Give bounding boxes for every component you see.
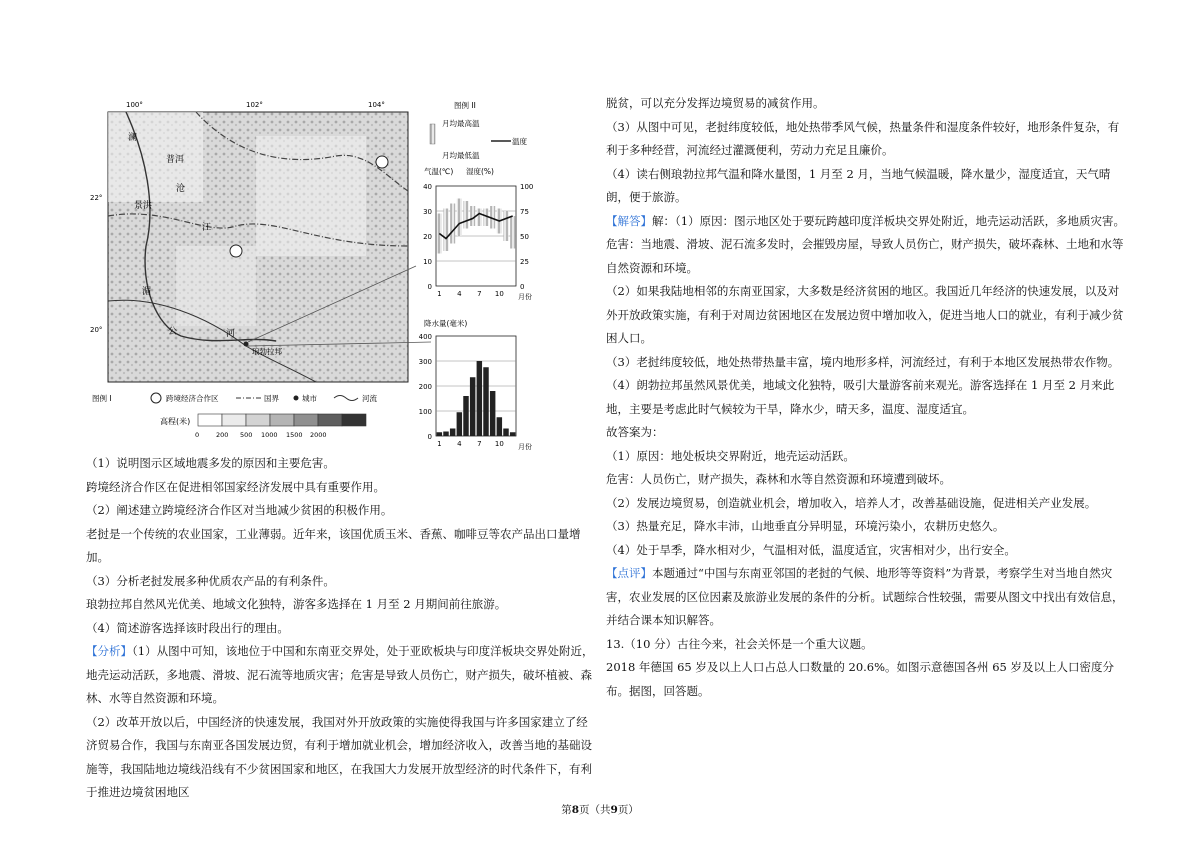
elevation-label: 高程(米) bbox=[160, 417, 191, 426]
precip-axis-label: 降水量(毫米) bbox=[424, 319, 468, 328]
temp-range-bar bbox=[450, 204, 455, 244]
answer-2: （2）如果我陆地相邻的东南亚国家，大多数是经济贫困的地区。我国近几年经济的快速发展，以及对外开放政策实施，有利于对周边贫困地区在发展边贸中增加收入，促进当地人口的就业，有利于减少贫困人口。 bbox=[606, 284, 1124, 345]
temp-range-bar bbox=[510, 216, 515, 249]
final-3: （3）热量充足，降水丰沛，山地垂直分异明显，环境污染小，农耕历史悠久。 bbox=[606, 519, 1005, 533]
humid-tick-label: 0 bbox=[520, 283, 525, 291]
month-tick-label: 10 bbox=[494, 440, 504, 448]
precip-bar bbox=[490, 391, 495, 436]
lon-label: 104° bbox=[368, 101, 385, 109]
legend-1 bbox=[92, 393, 377, 439]
humid-tick-label: 75 bbox=[520, 208, 529, 216]
temp-range-bar bbox=[470, 206, 475, 226]
month-unit-label: 月份 bbox=[518, 443, 532, 451]
temp-tick-label: 20 bbox=[423, 233, 432, 241]
precip-tick-label: 400 bbox=[418, 333, 432, 341]
page-number: 8 bbox=[571, 804, 579, 816]
answer-1: 【解答】解：（1）原因：图示地区处于要玩跨越印度洋板块交界处附近，地壳运动活跃，多地质灾害。危害：当地震、滑坡、泥石流多发时，会摧毁房屋，导致人员伤亡，财产损失，破坏森林、土地和水等自然资源和环境。 bbox=[606, 213, 1126, 275]
precip-bar bbox=[503, 429, 508, 437]
temp-range-bar bbox=[443, 209, 448, 252]
precip-bar bbox=[497, 417, 502, 436]
place-label: 公 bbox=[168, 327, 178, 337]
svg-text:1000: 1000 bbox=[261, 431, 278, 439]
humid-tick-label: 100 bbox=[520, 183, 534, 191]
month-tick-label: 7 bbox=[477, 290, 482, 298]
lon-label: 100° bbox=[126, 101, 143, 109]
answer-tag: 【解答】 bbox=[606, 213, 652, 228]
final-2: （2）发展边境贸易，创造就业机会，增加收入，培养人才，改善基础设施，促进相关产业发展。 bbox=[606, 495, 1097, 510]
lat-label: 22° bbox=[90, 194, 103, 202]
svg-text:跨境经济合作区: 跨境经济合作区 bbox=[166, 394, 219, 403]
temp-range-bar bbox=[503, 211, 508, 241]
place-label: 景洪 bbox=[134, 201, 153, 211]
precipitation-chart bbox=[419, 318, 532, 451]
elevation-scale bbox=[198, 414, 366, 426]
svg-text:1500: 1500 bbox=[286, 431, 303, 439]
question-13-head: 13.（10 分）古往今来，社会关怀是一个重大议题。 bbox=[606, 636, 873, 651]
precip-bar bbox=[477, 361, 482, 436]
svg-text:月均最低温: 月均最低温 bbox=[442, 151, 480, 160]
answer-4: （4）朗勃拉邦虽然风景优美，地域文化独特，吸引大量游客前来观光。游客选择在 1 月至 2 月来此地，主要是考虑此时气候较为干旱，降水少，晴天多，温度、湿度适宜。 bbox=[606, 378, 1115, 416]
month-tick-label: 4 bbox=[457, 440, 462, 448]
precip-bar bbox=[443, 432, 448, 437]
temp-range-bar bbox=[437, 214, 442, 254]
precip-bar bbox=[470, 377, 475, 436]
question-2: （2）阐述建立跨境经济合作区对当地减少贫困的积极作用。 bbox=[86, 503, 393, 517]
analysis-tag: 【分析】 bbox=[86, 644, 132, 658]
svg-text:温度: 温度 bbox=[512, 137, 527, 146]
svg-text:图例 I: 图例 I bbox=[92, 394, 112, 403]
precip-bar bbox=[457, 412, 462, 436]
svg-text:国界: 国界 bbox=[264, 394, 279, 403]
temp-tick-label: 0 bbox=[427, 283, 432, 291]
svg-text:500: 500 bbox=[240, 431, 253, 439]
place-label: 江 bbox=[202, 223, 212, 233]
analysis-2-cont: 脱贫，可以充分发挥边境贸易的减贫作用。 bbox=[606, 96, 825, 110]
temperature-chart bbox=[423, 166, 533, 301]
comment: 【点评】本题通过“中国与东南亚邻国的老挝的气候、地形等等资料”为背景，考察学生对当地自然灾害，农业发展的区位因素及旅游业发展的条件的分析。试题综合性较强，需要从图文中找出有效信息，并结合课本知识解答。 bbox=[606, 566, 1124, 627]
svg-text:月均最高温: 月均最高温 bbox=[442, 119, 480, 128]
analysis-4: （4）读右侧琅勃拉邦气温和降水量图，1 月至 2 月，当地气候温暖，降水量少，湿度适宜，天气晴朗，便于旅游。 bbox=[606, 166, 1111, 204]
temp-range-bar bbox=[463, 201, 468, 229]
terrain-map bbox=[108, 112, 431, 382]
humid-tick-label: 50 bbox=[520, 233, 529, 241]
svg-text:城市: 城市 bbox=[302, 394, 317, 403]
context-2: 跨境经济合作区在促进相邻国家经济发展中具有重要作用。 bbox=[86, 479, 385, 494]
place-label: 河 bbox=[226, 329, 236, 339]
map-and-climate-figure bbox=[86, 96, 534, 456]
precip-bar bbox=[483, 367, 488, 436]
month-tick-label: 4 bbox=[457, 290, 462, 298]
month-unit-label: 月份 bbox=[518, 293, 532, 301]
question-13-body: 2018 年德国 65 岁及以上人口占总人口数量的 20.6%。如图示意德国各州 65 岁及以上人口密度分布。据图，回答题。 bbox=[606, 660, 1114, 698]
final-intro: 故答案为： bbox=[606, 425, 664, 439]
svg-text:200: 200 bbox=[216, 431, 229, 439]
analysis-3: （3）从图中可见，老挝纬度较低，地处热带季风气候，热量条件和湿度条件较好，地形条件复杂，有利于多种经营，河流经过灌溉便利，劳动力充足且廉价。 bbox=[606, 119, 1120, 157]
precip-bar bbox=[510, 432, 515, 436]
temp-tick-label: 30 bbox=[423, 208, 432, 216]
context-4: 琅勃拉邦自然风光优美、地域文化独特，游客多选择在 1 月至 2 月期间前往旅游。 bbox=[86, 597, 507, 611]
precip-bar bbox=[437, 432, 442, 436]
month-tick-label: 1 bbox=[437, 290, 442, 298]
temp-tick-label: 10 bbox=[423, 258, 432, 266]
svg-text:2000: 2000 bbox=[310, 431, 327, 439]
svg-text:河流: 河流 bbox=[362, 394, 377, 403]
analysis-2: （2）改革开放以后，中国经济的快速发展，我国对外开放政策的实施使得我国与许多国家建立了经济贸易合作，我国与东南亚各国发展边贸，有利于增加就业机会，增加经济收入，改善当地的基础设施等，我国陆地边境线沿线有不少贫困国家和地区，在我国大力发展开放型经济的时代条件下，有利于推进边境贫困地区 bbox=[86, 714, 592, 799]
comment-tag: 【点评】 bbox=[606, 566, 652, 580]
svg-text:0: 0 bbox=[195, 431, 200, 439]
precip-bar bbox=[450, 429, 455, 437]
temp-axis-label: 气温(℃) bbox=[424, 167, 454, 176]
month-tick-label: 1 bbox=[437, 440, 442, 448]
humid-tick-label: 25 bbox=[520, 258, 529, 266]
humid-axis-label: 湿度(%) bbox=[466, 167, 494, 176]
lat-label: 20° bbox=[90, 326, 103, 334]
precip-bar bbox=[463, 396, 468, 436]
month-tick-label: 7 bbox=[477, 440, 482, 448]
final-1: （1）原因：地处板块交界附近，地壳运动活跃。 bbox=[606, 448, 855, 463]
right-column bbox=[606, 92, 1128, 703]
left-column bbox=[86, 452, 596, 805]
final-4: （4）处于旱季，降水相对少，气温相对低，温度适宜，灾害相对少，出行安全。 bbox=[606, 542, 1016, 557]
lon-label: 102° bbox=[246, 101, 263, 109]
precip-tick-label: 0 bbox=[427, 433, 432, 441]
precip-tick-label: 200 bbox=[418, 383, 432, 391]
place-label: 沧 bbox=[176, 184, 186, 194]
economic-zone-icon bbox=[376, 156, 388, 168]
analysis-1: 【分析】（1）从图中可知，该地位于中国和东南亚交界处，处于亚欧板块与印度洋板块交界处附近，地壳运动活跃，多地震、滑坡、泥石流等地质灾害；危害是导致人员伤亡，财产损失，破坏植被、森林、水等自然资源和环境。 bbox=[86, 644, 594, 705]
place-label: 琅勃拉邦 bbox=[252, 347, 282, 356]
page-footer: 第8页（共9页） bbox=[561, 804, 639, 816]
svg-text:图例 II: 图例 II bbox=[454, 101, 476, 110]
temp-range-bar bbox=[477, 209, 482, 227]
question-3: （3）分析老挝发展多种优质农产品的有利条件。 bbox=[86, 573, 335, 588]
question-4: （4）简述游客选择该时段出行的理由。 bbox=[86, 620, 289, 635]
precip-tick-label: 100 bbox=[418, 408, 432, 416]
place-label: 澜 bbox=[128, 133, 138, 143]
place-label: 湄 bbox=[142, 287, 152, 297]
page-total: 9 bbox=[610, 804, 618, 816]
question-1: （1）说明图示区域地震多发的原因和主要危害。 bbox=[86, 456, 335, 470]
month-tick-label: 10 bbox=[494, 290, 504, 298]
answer-3: （3）老挝纬度较低，地处热带热量丰富，境内地形多样，河流经过，有利于本地区发展热带农作物。 bbox=[606, 354, 1120, 369]
final-1b: 危害：人员伤亡，财产损失，森林和水等自然资源和环境遭到破坏。 bbox=[606, 472, 951, 486]
place-label: 普洱 bbox=[166, 155, 185, 165]
temp-tick-label: 40 bbox=[423, 183, 432, 191]
legend-2 bbox=[430, 100, 527, 160]
temp-range-bar bbox=[457, 199, 462, 237]
context-3: 老挝是一个传统的农业国家，工业薄弱。近年来，该国优质玉米、香蕉、咖啡豆等农产品出口量增加。 bbox=[86, 526, 581, 564]
economic-zone-icon bbox=[230, 245, 242, 257]
precip-tick-label: 300 bbox=[418, 358, 432, 366]
city-icon bbox=[244, 342, 249, 347]
